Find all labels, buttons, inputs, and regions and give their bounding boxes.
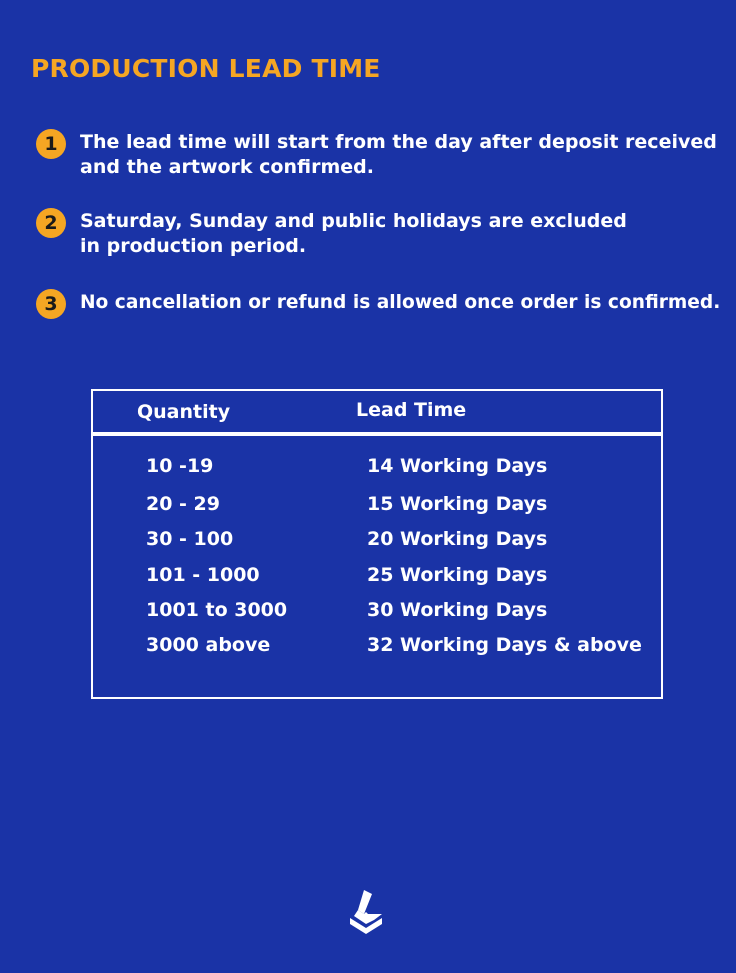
note-number-badge: 3 [36,289,66,319]
quantity-cell: 30 - 100 [146,528,234,550]
table-row [93,493,661,523]
lead-time-cell: 30 Working Days [367,599,548,621]
column-header-quantity: Quantity [137,401,231,423]
note-number-badge: 2 [36,208,66,238]
lead-time-cell: 25 Working Days [367,564,548,586]
note-3 [36,289,736,319]
note-2 [36,208,736,262]
note-number-badge: 1 [36,129,66,159]
lead-time-cell: 14 Working Days [367,455,548,477]
page-title: PRODUCTION LEAD TIME [31,54,381,83]
table-row [93,455,661,485]
table-header [93,391,661,436]
quantity-cell: 1001 to 3000 [146,599,288,621]
note-1 [36,129,736,183]
table-row [93,634,661,664]
note-text: The lead time will start from the day after deposit received and the artwork confirmed. [80,131,717,178]
quantity-cell: 20 - 29 [146,493,220,515]
quantity-cell: 3000 above [146,634,271,656]
lead-time-table [91,389,663,699]
note-text: Saturday, Sunday and public holidays are excluded in production period. [80,210,627,257]
column-header-lead-time: Lead Time [356,399,467,421]
quantity-cell: 10 -19 [146,455,214,477]
table-row [93,564,661,594]
note-text: No cancellation or refund is allowed once order is confirmed. [80,292,721,313]
quantity-cell: 101 - 1000 [146,564,260,586]
table-row [93,599,661,629]
lead-time-cell: 20 Working Days [367,528,548,550]
brand-logo-icon [348,888,384,936]
lead-time-cell: 32 Working Days & above [367,634,642,656]
lead-time-cell: 15 Working Days [367,493,548,515]
table-row [93,528,661,558]
